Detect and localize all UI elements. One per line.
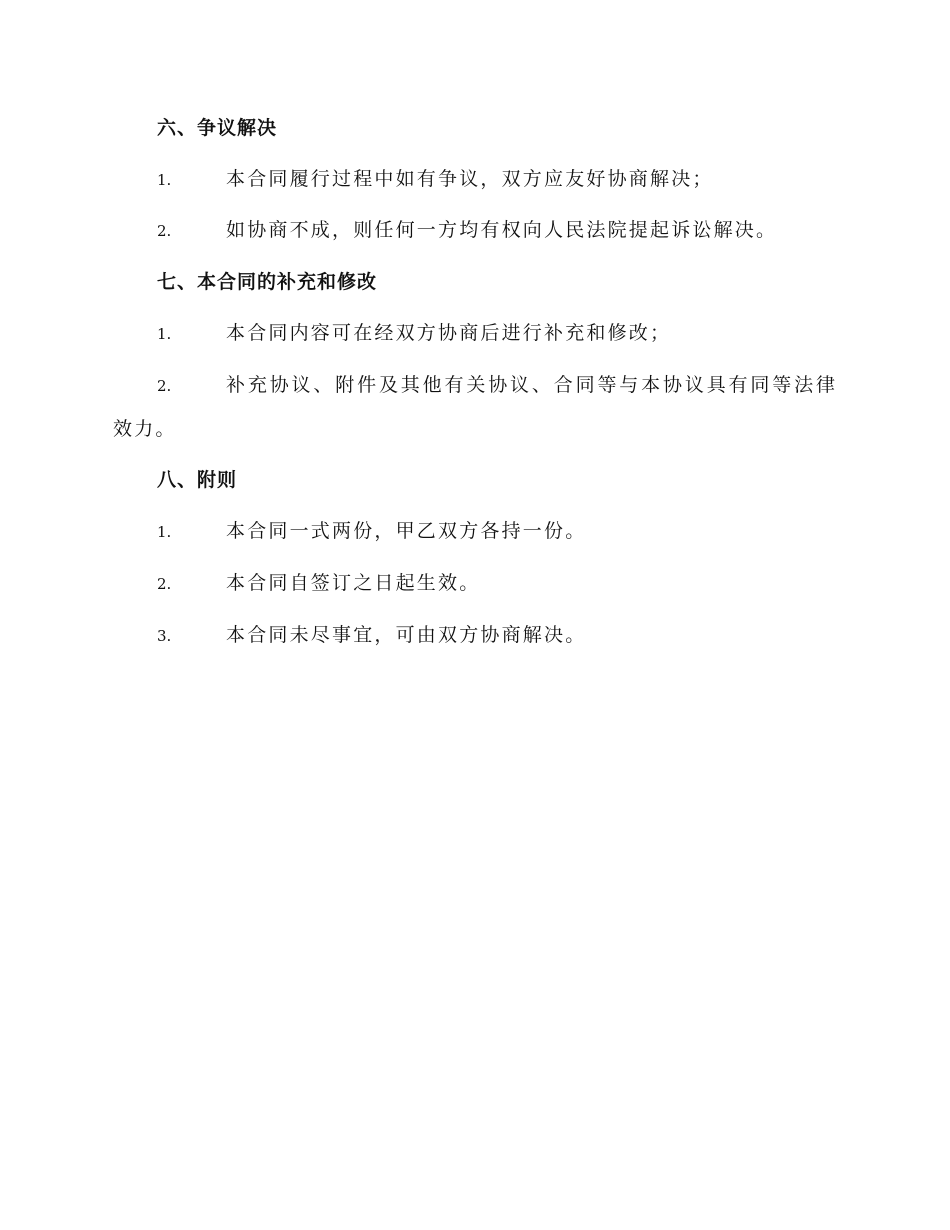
- list-item-number: 2.: [157, 575, 172, 593]
- list-item-text: 本合同一式两份，甲乙双方各持一份。: [226, 520, 587, 542]
- list-item-number: 1.: [157, 171, 172, 189]
- list-item-text: 本合同自签订之日起生效。: [226, 572, 481, 594]
- section-heading-amendment: 七、本合同的补充和修改: [157, 271, 378, 293]
- section-heading-supplementary: 八、附则: [157, 469, 238, 491]
- list-item-text: 补充协议、附件及其他有关协议、合同等与本协议具有同等法律: [226, 374, 838, 396]
- list-item-number: 1.: [157, 523, 172, 541]
- list-item-text: 本合同履行过程中如有争议，双方应友好协商解决；: [226, 168, 714, 190]
- list-item-number: 2.: [157, 377, 172, 395]
- list-item-number: 3.: [157, 627, 172, 645]
- list-item-text: 本合同未尽事宜，可由双方协商解决。: [226, 624, 587, 646]
- section-heading-dispute: 六、争议解决: [157, 117, 278, 139]
- list-item-number: 1.: [157, 325, 172, 343]
- list-item-text-continuation: 效力。: [113, 418, 177, 440]
- list-item-text: 本合同内容可在经双方协商后进行补充和修改；: [226, 322, 672, 344]
- list-item-number: 2.: [157, 222, 172, 240]
- list-item-text: 如协商不成，则任何一方均有权向人民法院提起诉讼解决。: [226, 219, 778, 241]
